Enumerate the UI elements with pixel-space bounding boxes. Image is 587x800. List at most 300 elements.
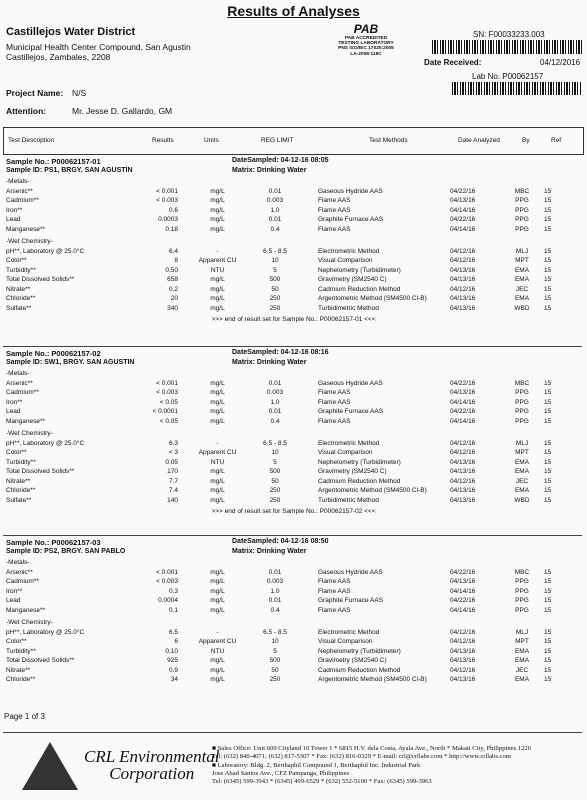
table-row xyxy=(0,497,587,506)
test-name-cell: Iron** xyxy=(6,206,23,214)
test-method-cell: Flame AAS xyxy=(318,578,351,585)
lab-name: Castillejos Water District xyxy=(6,26,136,38)
date-analyzed-cell: 04/13/16 xyxy=(450,276,476,283)
result-cell: 0.2 xyxy=(168,285,178,293)
reg-limit-cell: 0.01 xyxy=(268,568,282,576)
contact-line: Tel: (6345) 599-3943 * (6345) 499-6529 * (632) 552-5100 * Fax: (6345) 599-3963 xyxy=(212,778,432,786)
date-analyzed-cell: 04/14/16 xyxy=(450,587,476,595)
result-cell: 6.3 xyxy=(168,439,178,447)
reg-limit-cell: 0.4 xyxy=(270,417,280,425)
header-units: Units xyxy=(204,137,219,144)
date-analyzed-cell: 04/12/16 xyxy=(450,257,476,264)
analyst-cell: EMA xyxy=(514,295,530,302)
ref-cell: 15 xyxy=(544,439,552,447)
result-cell: 0.18 xyxy=(165,225,178,233)
unit-cell: - xyxy=(216,628,219,636)
test-method-cell: Flame AAS xyxy=(318,587,351,595)
analyst-cell: EMA xyxy=(514,487,530,494)
crl-logo-icon xyxy=(22,742,78,790)
test-name-cell: Turbidity** xyxy=(6,647,36,655)
table-header xyxy=(3,127,584,155)
test-name-cell: Lead xyxy=(6,408,21,415)
result-cell: 34 xyxy=(170,676,178,683)
result-cell: < 0.0001 xyxy=(152,408,178,415)
reg-limit-cell: 250 xyxy=(269,496,281,504)
result-cell: 140 xyxy=(167,496,178,504)
analyst-cell: PPG xyxy=(515,225,529,233)
test-name-cell: Sulfate** xyxy=(6,304,32,312)
test-method-cell: Gravimetry (SM2540 C) xyxy=(318,468,387,475)
test-name-cell: Nitrate** xyxy=(6,285,31,293)
result-cell: < 0.001 xyxy=(156,568,178,576)
ref-cell: 15 xyxy=(544,647,552,655)
contact-line: Tel: (632) 840-4071; (632) 817-5307 * Fax: (632) 816-0329 * E-mail: crl@crllabs.com * http://www.crllabs.com xyxy=(212,753,511,761)
lab-address xyxy=(6,42,191,62)
attention-label: Attention: xyxy=(6,106,47,116)
table-row xyxy=(0,216,587,225)
date-sampled: DateSampled: 04-12-16 08:16 xyxy=(232,349,329,356)
accreditation-seal xyxy=(336,22,396,57)
analyst-cell: MLJ xyxy=(515,439,529,447)
test-name-cell: Chloride** xyxy=(6,295,36,302)
table-row xyxy=(0,657,587,666)
footer-divider xyxy=(3,732,582,733)
unit-cell: mg/L xyxy=(210,206,225,214)
analyst-cell: MBC xyxy=(514,379,530,387)
test-name-cell: Total Dissolved Solids** xyxy=(6,657,75,664)
reg-limit-cell: 1.0 xyxy=(270,206,280,214)
ref-cell: 15 xyxy=(544,657,552,664)
analyst-cell: JEC xyxy=(515,285,529,293)
header-ref: Ref xyxy=(551,137,562,144)
ref-cell: 15 xyxy=(544,266,552,274)
table-row xyxy=(0,399,587,408)
test-method-cell: Nephelometry (Turbidimeter) xyxy=(318,647,401,655)
date-analyzed-cell: 04/14/16 xyxy=(450,606,476,614)
table-row xyxy=(0,408,587,417)
reg-limit-cell: 5 xyxy=(273,266,277,274)
result-cell: 0.0003 xyxy=(158,216,178,223)
ref-cell: 15 xyxy=(544,468,552,475)
result-cell: 6.4 xyxy=(168,247,178,255)
test-name-cell: pH**, Laboratory @ 25.0°C xyxy=(6,439,85,447)
ref-cell: 15 xyxy=(544,206,552,214)
sample-divider xyxy=(3,346,582,347)
table-row xyxy=(0,188,587,197)
reg-limit-cell: 500 xyxy=(269,276,281,283)
section-label: -Wet Chemistry- xyxy=(6,619,53,626)
project-label: Project Name: xyxy=(6,88,64,98)
table-row xyxy=(0,607,587,616)
date-analyzed-cell: 04/13/16 xyxy=(450,657,476,664)
analyst-cell: MPT xyxy=(515,257,529,264)
test-method-cell: Cadmium Reduction Method xyxy=(318,666,401,674)
table-row xyxy=(0,380,587,389)
sample-id: Sample ID: SW1, BRGY. SAN AGUSTIN xyxy=(6,359,135,366)
table-row xyxy=(0,638,587,647)
date-analyzed-cell: 04/13/16 xyxy=(450,578,476,585)
result-cell: 20 xyxy=(170,295,178,302)
result-cell: 0.10 xyxy=(165,647,178,655)
test-method-cell: Electrometric Method xyxy=(318,247,380,255)
lab-address-line1: Municipal Health Center Compound, San Agustin xyxy=(6,42,191,52)
test-name-cell: Nitrate** xyxy=(6,477,31,485)
analyst-cell: PPG xyxy=(515,578,529,585)
reg-limit-cell: 0.01 xyxy=(268,597,282,604)
result-cell: 0.50 xyxy=(165,266,178,274)
test-method-cell: Gaseous Hydride AAS xyxy=(318,379,383,387)
reg-limit-cell: 250 xyxy=(269,295,281,302)
table-row xyxy=(0,295,587,304)
table-row xyxy=(0,449,587,458)
test-name-cell: Arsenic** xyxy=(6,379,33,387)
date-analyzed-cell: 04/13/16 xyxy=(450,197,476,204)
table-row xyxy=(0,459,587,468)
result-cell: 7.7 xyxy=(168,477,178,485)
test-method-cell: Visual Comparison xyxy=(318,257,373,264)
ref-cell: 15 xyxy=(544,568,552,576)
date-analyzed-cell: 04/13/16 xyxy=(450,304,476,312)
result-cell: 0.1 xyxy=(168,606,178,614)
result-cell: 925 xyxy=(167,657,178,664)
unit-cell: mg/L xyxy=(210,398,225,406)
reg-limit-cell: 6.5 - 8.5 xyxy=(263,439,287,447)
contact-info xyxy=(212,745,531,786)
ref-cell: 15 xyxy=(544,487,552,494)
test-method-cell: Nephelometry (Turbidimeter) xyxy=(318,266,401,274)
date-analyzed-cell: 04/14/16 xyxy=(450,206,476,214)
result-cell: 0.6 xyxy=(168,206,178,214)
header-reg-limit: REG LIMIT xyxy=(261,137,294,144)
date-sampled: DateSampled: 04-12-16 08:05 xyxy=(232,157,329,164)
reg-limit-cell: 6.5 - 8.5 xyxy=(263,628,287,636)
test-method-cell: Graphite Furnace AAS xyxy=(318,408,384,415)
date-analyzed-cell: 04/12/16 xyxy=(450,285,476,293)
ref-cell: 15 xyxy=(544,187,552,195)
analyst-cell: WBD xyxy=(514,496,530,504)
analyst-cell: PPG xyxy=(515,408,529,415)
test-name-cell: Arsenic** xyxy=(6,568,33,576)
header-test-description: Test Description xyxy=(8,137,55,144)
table-row xyxy=(0,648,587,657)
unit-cell: mg/L xyxy=(210,568,225,576)
test-method-cell: Nephelometry (Turbidimeter) xyxy=(318,458,401,466)
attention-value: Mr. Jesse D. Gallardo, GM xyxy=(72,106,173,116)
result-cell: < 0.003 xyxy=(156,389,178,396)
test-method-cell: Flame AAS xyxy=(318,417,351,425)
ref-cell: 15 xyxy=(544,477,552,485)
ref-cell: 15 xyxy=(544,676,552,683)
analyst-cell: PPG xyxy=(515,587,529,595)
ref-cell: 15 xyxy=(544,587,552,595)
unit-cell: NTU xyxy=(210,458,225,466)
table-row xyxy=(0,440,587,449)
header-date-analyzed: Date Analyzed xyxy=(458,137,500,144)
test-name-cell: Turbidity** xyxy=(6,266,36,274)
result-cell: 8 xyxy=(174,257,178,264)
test-method-cell: Argentometric Method (SM4500 Cl-B) xyxy=(318,487,427,494)
test-name-cell: Manganese** xyxy=(6,606,46,614)
ref-cell: 15 xyxy=(544,285,552,293)
table-row xyxy=(0,667,587,676)
reg-limit-cell: 250 xyxy=(269,304,281,312)
table-row xyxy=(0,588,587,597)
date-analyzed-cell: 04/22/16 xyxy=(450,568,476,576)
test-name-cell: Manganese** xyxy=(6,417,46,425)
reg-limit-cell: 1.0 xyxy=(270,398,280,406)
analyst-cell: EMA xyxy=(514,647,530,655)
date-analyzed-cell: 04/12/16 xyxy=(450,247,476,255)
unit-cell: mg/L xyxy=(210,295,225,302)
date-analyzed-cell: 04/14/16 xyxy=(450,225,476,233)
table-row xyxy=(0,389,587,398)
test-method-cell: Visual Comparison xyxy=(318,638,373,645)
test-name-cell: Turbidity** xyxy=(6,458,36,466)
unit-cell: mg/L xyxy=(210,597,225,604)
sample-id: Sample ID: PS2, BRGY. SAN PABLO xyxy=(6,548,126,555)
test-name-cell: Iron** xyxy=(6,587,23,595)
accreditation-line4: LA-2008-118C xyxy=(350,51,382,57)
company-name xyxy=(84,748,220,782)
test-name-cell: Manganese** xyxy=(6,225,46,233)
ref-cell: 15 xyxy=(544,304,552,312)
unit-cell: mg/L xyxy=(210,657,225,664)
unit-cell: mg/L xyxy=(210,379,225,387)
reg-limit-cell: 10 xyxy=(271,638,279,645)
ref-cell: 15 xyxy=(544,257,552,264)
test-method-cell: Gaseous Hydride AAS xyxy=(318,187,383,195)
unit-cell: Apparent CU xyxy=(198,449,237,456)
unit-cell: mg/L xyxy=(210,477,225,485)
test-name-cell: Chloride** xyxy=(6,676,36,683)
unit-cell: mg/L xyxy=(210,606,225,614)
accreditation-line1: PAB ACCREDITED xyxy=(344,36,388,41)
table-row xyxy=(0,276,587,285)
header-results: Results xyxy=(152,137,174,144)
table-row xyxy=(0,676,587,685)
unit-cell: - xyxy=(216,439,219,447)
ref-cell: 15 xyxy=(544,458,552,466)
analyst-cell: PPG xyxy=(515,216,529,223)
test-method-cell: Flame AAS xyxy=(318,606,351,614)
date-analyzed-cell: 04/12/16 xyxy=(450,628,476,636)
analyst-cell: PPG xyxy=(515,606,529,614)
date-analyzed-cell: 04/13/16 xyxy=(450,496,476,504)
unit-cell: mg/L xyxy=(210,187,225,195)
table-row xyxy=(0,286,587,295)
test-method-cell: Flame AAS xyxy=(318,225,351,233)
test-name-cell: pH**, Laboratory @ 25.0°C xyxy=(6,628,85,636)
unit-cell: Apparent CU xyxy=(198,638,237,645)
test-name-cell: Cadmium** xyxy=(6,197,39,204)
date-analyzed-cell: 04/13/16 xyxy=(450,676,476,683)
reg-limit-cell: 6.5 - 8.5 xyxy=(263,247,287,255)
serial-number: SN: F00033233.003 xyxy=(473,30,545,39)
table-row xyxy=(0,597,587,606)
test-method-cell: Cadmium Reduction Method xyxy=(318,285,401,293)
header-test-methods: Test Methods xyxy=(369,137,408,144)
unit-cell: mg/L xyxy=(210,285,225,293)
reg-limit-cell: 500 xyxy=(269,657,281,664)
table-row xyxy=(0,578,587,587)
ref-cell: 15 xyxy=(544,216,552,223)
ref-cell: 15 xyxy=(544,295,552,302)
unit-cell: mg/L xyxy=(210,578,225,585)
analyst-cell: MLJ xyxy=(515,628,529,636)
test-name-cell: Cadmium** xyxy=(6,578,39,585)
result-cell: 6.5 xyxy=(168,628,178,636)
date-analyzed-cell: 04/12/16 xyxy=(450,638,476,645)
end-of-result-set: >>> end of result set for Sample No.: P00062157-01 <<< xyxy=(211,316,376,323)
result-cell: 6 xyxy=(174,638,178,645)
contact-line: Jose Abad Santos Ave., CFZ Pampanga, Philippines xyxy=(212,769,350,777)
unit-cell: mg/L xyxy=(210,276,225,283)
analyst-cell: MPT xyxy=(515,449,529,456)
ref-cell: 15 xyxy=(544,389,552,396)
result-cell: < 3 xyxy=(168,449,178,456)
analyst-cell: PPG xyxy=(515,206,529,214)
section-label: -Metals- xyxy=(6,178,30,185)
analyst-cell: EMA xyxy=(514,657,530,664)
reg-limit-cell: 0.003 xyxy=(266,389,284,396)
date-analyzed-cell: 04/13/16 xyxy=(450,468,476,475)
sample-number: Sample No.: P00062157-03 xyxy=(6,538,101,547)
reg-limit-cell: 0.01 xyxy=(268,216,282,223)
sample-number: Sample No.: P00062157-01 xyxy=(6,157,101,166)
analyst-cell: MPT xyxy=(515,638,529,645)
reg-limit-cell: 250 xyxy=(269,487,281,494)
date-analyzed-cell: 04/13/16 xyxy=(450,295,476,302)
sample-number: Sample No.: P00062157-02 xyxy=(6,349,101,358)
contact-line: ■ Laboratory: Bldg. 2, Berthaphil Compound 1, Berthaphil Inc. Industrial Park xyxy=(212,761,421,769)
test-name-cell: pH**, Laboratory @ 25.0°C xyxy=(6,247,85,255)
table-row xyxy=(0,305,587,314)
date-received-value: 04/12/2016 xyxy=(540,58,581,67)
table-row xyxy=(0,267,587,276)
analyst-cell: EMA xyxy=(514,266,530,274)
date-analyzed-cell: 04/12/16 xyxy=(450,449,476,456)
ref-cell: 15 xyxy=(544,597,552,604)
date-analyzed-cell: 04/13/16 xyxy=(450,266,476,274)
analyst-cell: WBD xyxy=(514,304,530,312)
unit-cell: mg/L xyxy=(210,216,225,223)
ref-cell: 15 xyxy=(544,247,552,255)
analyst-cell: EMA xyxy=(514,468,530,475)
test-method-cell: Flame AAS xyxy=(318,197,351,204)
result-cell: 658 xyxy=(167,276,178,283)
test-name-cell: Color** xyxy=(6,449,27,456)
reg-limit-cell: 0.01 xyxy=(268,379,282,387)
reg-limit-cell: 10 xyxy=(271,257,279,264)
page-title: Results of Analyses xyxy=(227,3,360,19)
ref-cell: 15 xyxy=(544,606,552,614)
test-name-cell: Lead xyxy=(6,597,21,604)
reg-limit-cell: 50 xyxy=(271,477,279,485)
test-name-cell: Chloride** xyxy=(6,487,36,494)
contact-line: ■ Sales Office: Unit 609 Cityland 10 Tower 1 * 6815 H.V. dela Costa, Ayala Ave., North * Makati City, Philippines 1226 xyxy=(212,745,532,752)
table-row xyxy=(0,418,587,427)
date-sampled: DateSampled: 04-12-16 08:50 xyxy=(232,538,329,545)
section-label: -Metals- xyxy=(6,370,30,377)
test-name-cell: Total Dissolved Solids** xyxy=(6,276,75,283)
date-analyzed-cell: 04/14/16 xyxy=(450,398,476,406)
table-row xyxy=(0,629,587,638)
analyst-cell: PPG xyxy=(515,417,529,425)
result-cell: 0.9 xyxy=(168,666,178,674)
test-method-cell: Gravimetry (SM2540 C) xyxy=(318,276,387,283)
ref-cell: 15 xyxy=(544,449,552,456)
analyst-cell: MBC xyxy=(514,568,530,576)
ref-cell: 15 xyxy=(544,496,552,504)
unit-cell: mg/L xyxy=(210,487,225,494)
ref-cell: 15 xyxy=(544,628,552,636)
unit-cell: mg/L xyxy=(210,225,225,233)
ref-cell: 15 xyxy=(544,398,552,406)
analyst-cell: JEC xyxy=(515,666,529,674)
analyst-cell: MLJ xyxy=(515,247,529,255)
result-cell: < 0.05 xyxy=(159,417,178,425)
date-analyzed-cell: 04/12/16 xyxy=(450,477,476,485)
reg-limit-cell: 0.4 xyxy=(270,225,280,233)
analyst-cell: PPG xyxy=(515,597,529,604)
ref-cell: 15 xyxy=(544,197,552,204)
ref-cell: 15 xyxy=(544,225,552,233)
analyst-cell: EMA xyxy=(514,276,530,283)
analyst-cell: PPG xyxy=(515,398,529,406)
end-of-result-set: >>> end of result set for Sample No.: P00062157-02 <<< xyxy=(211,508,376,515)
ref-cell: 15 xyxy=(544,417,552,425)
test-method-cell: Cadmium Reduction Method xyxy=(318,477,401,485)
barcode-serial xyxy=(432,40,582,54)
sample-matrix: Matrix: Drinking Water xyxy=(232,167,307,174)
unit-cell: mg/L xyxy=(210,676,225,683)
unit-cell: mg/L xyxy=(210,666,225,674)
result-cell: 170 xyxy=(167,468,178,475)
reg-limit-cell: 500 xyxy=(269,468,281,475)
test-method-cell: Gaseous Hydride AAS xyxy=(318,568,383,576)
unit-cell: mg/L xyxy=(210,587,225,595)
ref-cell: 15 xyxy=(544,379,552,387)
section-label: -Metals- xyxy=(6,559,30,566)
date-analyzed-cell: 04/22/16 xyxy=(450,408,476,415)
date-received-label: Date Received: xyxy=(424,58,482,67)
barcode-lab-number xyxy=(452,82,582,95)
table-row xyxy=(0,487,587,496)
date-analyzed-cell: 04/13/16 xyxy=(450,458,476,466)
reg-limit-cell: 1.0 xyxy=(270,587,280,595)
reg-limit-cell: 50 xyxy=(271,666,279,674)
date-analyzed-cell: 04/14/16 xyxy=(450,417,476,425)
sample-matrix: Matrix: Drinking Water xyxy=(232,548,307,555)
test-name-cell: Cadmium** xyxy=(6,389,39,396)
test-name-cell: Total Dissolved Solids** xyxy=(6,468,75,475)
company-name-line2: Corporation xyxy=(109,764,195,783)
unit-cell: mg/L xyxy=(210,389,225,396)
pab-logo: PAB xyxy=(353,22,379,36)
ref-cell: 15 xyxy=(544,638,552,645)
date-analyzed-cell: 04/22/16 xyxy=(450,597,476,604)
reg-limit-cell: 5 xyxy=(273,647,277,655)
table-row xyxy=(0,257,587,266)
test-method-cell: Flame AAS xyxy=(318,389,351,396)
test-method-cell: Turbidimetric Method xyxy=(318,496,379,504)
date-analyzed-cell: 04/13/16 xyxy=(450,647,476,655)
result-cell: 0.05 xyxy=(165,458,178,466)
result-cell: < 0.001 xyxy=(156,187,178,195)
unit-cell: mg/L xyxy=(210,417,225,425)
reg-limit-cell: 0.003 xyxy=(266,197,284,204)
test-method-cell: Turbidimetric Method xyxy=(318,304,379,312)
